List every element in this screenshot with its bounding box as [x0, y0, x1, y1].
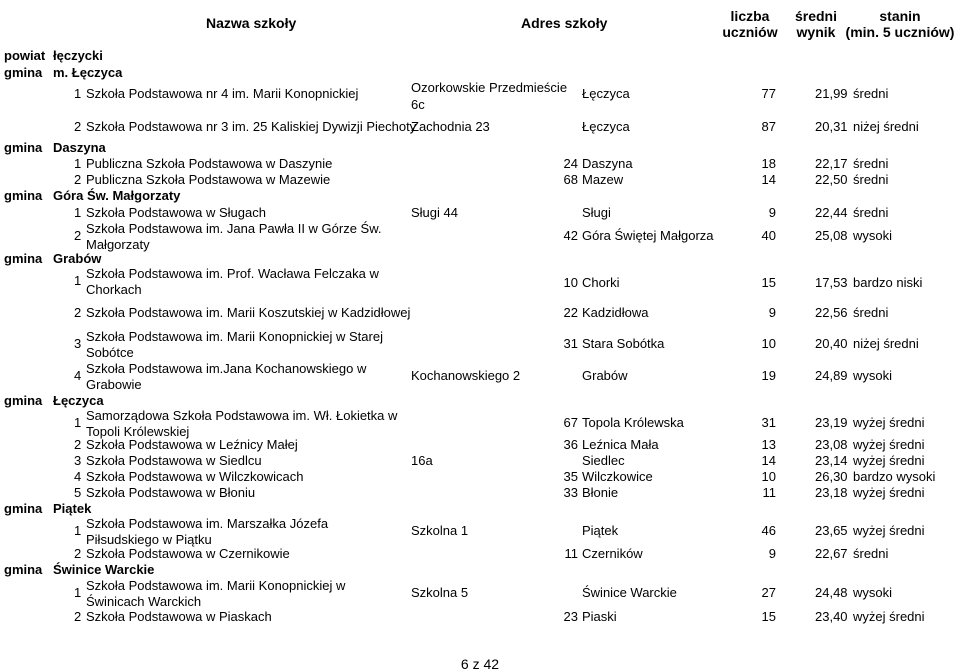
student-count: 46 — [761, 523, 776, 538]
row-number: 1 — [74, 273, 82, 288]
stanin: wyżej średni — [853, 485, 925, 500]
school-name: Szkoła Podstawowa im.Jana Kochanowskiego w Grabowie — [86, 361, 367, 392]
gmina-name: m. Łęczyca — [53, 65, 123, 80]
student-count: 9 — [768, 205, 776, 220]
school-place: Czerników — [582, 546, 643, 561]
row-number: 1 — [74, 205, 82, 220]
gmina-name: Piątek — [53, 501, 92, 516]
stanin: niżej średni — [853, 119, 919, 134]
header-stanin-1: stanin — [879, 8, 921, 24]
stanin: wyżej średni — [853, 453, 925, 468]
row-number: 2 — [74, 228, 82, 243]
student-count: 77 — [761, 86, 776, 101]
average-score: 22,56 — [815, 305, 848, 320]
student-count: 87 — [761, 119, 776, 134]
school-street: Sługi 44 — [411, 205, 458, 220]
school-place: Góra Świętej Małgorza — [582, 228, 714, 243]
stanin: bardzo niski — [853, 275, 923, 290]
row-number: 4 — [74, 368, 82, 383]
row-number: 4 — [74, 469, 82, 484]
school-street: 16a — [411, 453, 433, 468]
student-count: 14 — [761, 453, 776, 468]
school-name: Szkoła Podstawowa w Piaskach — [86, 609, 272, 624]
average-score: 23,18 — [815, 485, 848, 500]
row-number: 1 — [74, 415, 82, 430]
school-street: 35 — [563, 469, 578, 484]
gmina-label: gmina — [4, 562, 43, 577]
gmina-name: Świnice Warckie — [53, 562, 155, 577]
average-score: 23,19 — [815, 415, 848, 430]
school-street: Kochanowskiego 2 — [411, 368, 521, 383]
school-place: Grabów — [582, 368, 628, 383]
school-place: Leźnica Mała — [582, 437, 659, 452]
average-score: 26,30 — [815, 469, 848, 484]
student-count: 31 — [761, 415, 776, 430]
school-place: Błonie — [582, 485, 619, 500]
average-score: 17,53 — [815, 275, 848, 290]
school-street: 42 — [563, 228, 578, 243]
average-score: 22,67 — [815, 546, 848, 561]
school-place: Stara Sobótka — [582, 336, 665, 351]
school-place: Sługi — [582, 205, 611, 220]
stanin: wyżej średni — [853, 609, 925, 624]
student-count: 9 — [768, 546, 776, 561]
school-street: 24 — [563, 156, 578, 171]
school-name: Publiczna Szkoła Podstawowa w Daszynie — [86, 156, 333, 171]
school-place: Siedlec — [582, 453, 625, 468]
row-number: 1 — [74, 585, 82, 600]
school-street: Szkolna 1 — [411, 523, 469, 538]
student-count: 27 — [761, 585, 776, 600]
gmina-name: Grabów — [53, 251, 102, 266]
school-name: Szkoła Podstawowa w Siedlcu — [86, 453, 262, 468]
average-score: 20,40 — [815, 336, 848, 351]
school-street: 23 — [563, 609, 578, 624]
school-place: Świnice Warckie — [582, 585, 677, 600]
average-score: 21,99 — [815, 86, 848, 101]
school-name: Szkoła Podstawowa im. Prof. Wacława Felczaka w Chorkach — [86, 266, 379, 297]
average-score: 23,65 — [815, 523, 848, 538]
powiat-label: powiat — [4, 48, 46, 63]
school-street: 22 — [563, 305, 578, 320]
school-street: Zachodnia 23 — [411, 119, 490, 134]
school-name: Szkoła Podstawowa im. Marii Konopnickiej w Starej Sobótce — [86, 329, 383, 360]
school-name: Szkoła Podstawowa im. Marii Koszutskiej w Kadzidłowej — [86, 305, 411, 320]
header-srednia-1: średni — [794, 8, 837, 24]
average-score: 22,17 — [815, 156, 848, 171]
student-count: 18 — [761, 156, 776, 171]
row-number: 2 — [74, 437, 82, 452]
school-street: Ozorkowskie Przedmieście 6c — [411, 80, 568, 112]
school-place: Piątek — [582, 523, 619, 538]
student-count: 13 — [761, 437, 776, 452]
student-count: 40 — [761, 228, 776, 243]
student-count: 15 — [761, 609, 776, 624]
stanin: niżej średni — [853, 336, 919, 351]
header-nazwa: Nazwa szkoły — [206, 15, 297, 31]
school-street: 67 — [563, 415, 578, 430]
average-score: 23,08 — [815, 437, 848, 452]
school-place: Kadzidłowa — [582, 305, 649, 320]
average-score: 25,08 — [815, 228, 848, 243]
school-place: Łęczyca — [582, 86, 630, 101]
student-count: 14 — [761, 172, 776, 187]
school-place: Łęczyca — [582, 119, 630, 134]
page-number: 6 z 42 — [460, 656, 500, 672]
stanin: wysoki — [853, 585, 893, 600]
stanin: średni — [853, 156, 889, 171]
student-count: 10 — [761, 469, 776, 484]
gmina-label: gmina — [4, 188, 43, 203]
stanin: średni — [853, 305, 889, 320]
school-street: 31 — [563, 336, 578, 351]
stanin: średni — [853, 86, 889, 101]
average-score: 23,40 — [815, 609, 848, 624]
school-street: 36 — [563, 437, 578, 452]
school-name: Szkoła Podstawowa w Sługach — [86, 205, 266, 220]
gmina-label: gmina — [4, 393, 43, 408]
school-place: Daszyna — [582, 156, 633, 171]
average-score: 20,31 — [815, 119, 848, 134]
stanin: średni — [853, 172, 889, 187]
row-number: 1 — [74, 86, 82, 101]
row-number: 2 — [74, 305, 82, 320]
gmina-name: Góra Św. Małgorzaty — [53, 188, 181, 203]
row-number: 2 — [74, 609, 82, 624]
gmina-label: gmina — [4, 65, 43, 80]
school-name: Szkoła Podstawowa im. Marszałka Józefa Piłsudskiego w Piątku — [86, 516, 329, 547]
stanin: średni — [853, 205, 889, 220]
header-stanin-2: (min. 5 uczniów) — [845, 24, 955, 40]
school-place: Piaski — [582, 609, 617, 624]
school-street: 11 — [564, 546, 578, 561]
row-number: 5 — [74, 485, 82, 500]
header-srednia-2: wynik — [796, 24, 836, 40]
row-number: 2 — [74, 119, 82, 134]
school-name: Szkoła Podstawowa w Leźnicy Małej — [86, 437, 298, 452]
student-count: 11 — [762, 485, 776, 500]
gmina-label: gmina — [4, 140, 43, 155]
school-name: Szkoła Podstawowa nr 3 im. 25 Kaliskiej Dywizji Piechoty — [86, 119, 417, 134]
gmina-label: gmina — [4, 251, 43, 266]
student-count: 15 — [761, 275, 776, 290]
stanin: wysoki — [853, 228, 893, 243]
average-score: 22,44 — [815, 205, 848, 220]
student-count: 9 — [768, 305, 776, 320]
stanin: bardzo wysoki — [853, 469, 936, 484]
student-count: 19 — [761, 368, 776, 383]
school-name: Publiczna Szkoła Podstawowa w Mazewie — [86, 172, 331, 187]
powiat-name: łęczycki — [53, 48, 103, 63]
row-number: 1 — [74, 156, 82, 171]
gmina-name: Łęczyca — [53, 393, 104, 408]
row-number: 2 — [74, 172, 82, 187]
school-name: Szkoła Podstawowa w Błoniu — [86, 485, 256, 500]
school-place: Mazew — [582, 172, 624, 187]
student-count: 10 — [761, 336, 776, 351]
school-place: Wilczkowice — [582, 469, 653, 484]
school-place: Topola Królewska — [582, 415, 684, 430]
average-score: 24,89 — [815, 368, 848, 383]
stanin: wyżej średni — [853, 437, 925, 452]
stanin: średni — [853, 546, 889, 561]
school-street: 33 — [563, 485, 578, 500]
stanin: wysoki — [853, 368, 893, 383]
gmina-name: Daszyna — [53, 140, 106, 155]
school-name: Szkoła Podstawowa im. Marii Konopnickiej w Świnicach Warckich — [86, 578, 346, 609]
gmina-label: gmina — [4, 501, 43, 516]
school-name: Samorządowa Szkoła Podstawowa im. Wł. Łokietka w Topoli Królewskiej — [86, 408, 398, 439]
stanin: wyżej średni — [853, 523, 925, 538]
school-street: 10 — [563, 275, 578, 290]
stanin: wyżej średni — [853, 415, 925, 430]
school-name: Szkoła Podstawowa w Czernikowie — [86, 546, 290, 561]
school-street: 68 — [563, 172, 578, 187]
average-score: 23,14 — [815, 453, 848, 468]
row-number: 3 — [74, 336, 82, 351]
average-score: 22,50 — [815, 172, 848, 187]
row-number: 1 — [74, 523, 82, 538]
average-score: 24,48 — [815, 585, 848, 600]
header-adres: Adres szkoły — [521, 15, 608, 31]
row-number: 2 — [74, 546, 82, 561]
header-liczba-2: uczniów — [722, 24, 778, 40]
school-name: Szkoła Podstawowa nr 4 im. Marii Konopnickiej — [86, 86, 359, 101]
school-name: Szkoła Podstawowa w Wilczkowicach — [86, 469, 304, 484]
row-number: 3 — [74, 453, 82, 468]
school-street: Szkolna 5 — [411, 585, 469, 600]
header-liczba-1: liczba — [730, 8, 770, 24]
school-name: Szkoła Podstawowa im. Jana Pawła II w Górze Św. Małgorzaty — [86, 221, 382, 252]
school-place: Chorki — [582, 275, 620, 290]
